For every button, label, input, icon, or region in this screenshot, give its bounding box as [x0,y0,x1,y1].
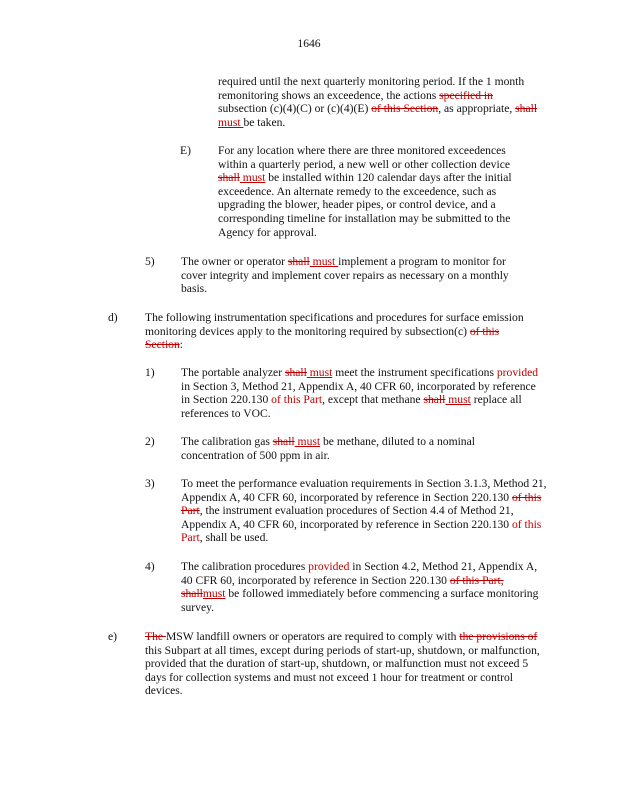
item-label-e: e) [108,630,118,643]
text-run: in Section 3, Method 21, Appendix A, 40 CFR 60, incorporated by reference in Section 220.130 [181,379,536,407]
deleted-text: the provisions of [459,630,538,643]
item-d1-text [181,366,543,420]
item-d2-text [181,435,511,462]
inserted-text: of this Part [181,517,542,545]
deleted-text: shall [181,587,203,601]
text-run: subsection (c)(4)(C) or (c)(4)(E) [218,102,372,116]
text-run: The calibration gas [181,435,273,448]
item-label-d4: 4) [145,560,155,573]
text-run: be followed immediately before commencing a surface monitoring survey. [181,587,539,614]
item-d4-text [181,560,543,614]
deleted-text: of this Part, [449,573,504,587]
text-run: The portable analyzer [181,366,285,379]
text-run: The calibration procedures [181,560,309,573]
text-run: meet the instrument specifications [332,366,497,379]
inserted-text: must [306,366,333,379]
inserted-text: must [218,115,244,129]
text-run: this Subpart at all times, except during periods of start-up, shutdown, or malfunction, provided that the duration of start-up, shutdown, or malfunction must not exceed 5 days for collection systems and must not exceed 1 hour for treatment or control devices. [145,643,540,698]
item-label-4e: E) [180,144,191,157]
deleted-text: shall [287,255,310,268]
text-run: be taken. [243,115,286,129]
text-run: MSW landfill owners or operators are required to comply with [165,630,460,643]
item-label-d3: 3) [145,477,155,490]
inserted-text: must [309,255,339,268]
deleted-text: shall [284,366,307,379]
text-run: To meet the performance evaluation requirements in Section 3.1.3, Method 21, Appendix A, 40 CFR 60, incorporated by reference in Section 220.130 [181,477,547,504]
item-5-text [181,255,525,296]
text-run: , as appropriate, [438,102,516,116]
deleted-text: of this Section [371,102,439,116]
item-label-d1: 1) [145,366,155,379]
text-run: be methane, diluted to a nominal concentration of 500 ppm in air. [181,435,475,462]
inserted-text: must [445,393,471,407]
deleted-text: shall [515,102,538,116]
item-4e-text [218,144,530,239]
text-run: in Section 4.2, Method 21, Appendix A, 40 CFR 60, incorporated by reference in Section 220.130 [181,560,538,587]
item-d3-text [181,477,547,545]
text-run: be installed within 120 calendar days after the initial exceedence. An alternate remedy to the exceedence, such as upgrading the blower, header pipes, or control device, and a corresponding timeline for installation may be submitted to the Agency for approval. [218,171,512,239]
deleted-text: shall [272,435,295,448]
inserted-text: provided [308,560,350,573]
text-run: required until the next quarterly monitoring period. If the 1 month remonitoring shows an exceedence, the actions [218,75,525,102]
subsection-4d-continuation [218,75,540,129]
page-number: 1646 [297,37,321,50]
deleted-text: The [145,630,166,643]
inserted-text: must [294,435,321,448]
deleted-text: shall [218,171,240,185]
text-run: The following instrumentation specifications and procedures for surface emission monitoring devices apply to the monitoring required by subsection(c) [145,311,524,338]
item-d-text [145,311,537,352]
text-run: For any location where there are three monitored exceedences within a quarterly period, a new well or other collection device [218,144,510,171]
inserted-text: of this Part [271,393,323,407]
deleted-text: specified in [439,88,493,102]
item-label-d2: 2) [145,435,155,448]
text-run: : [179,338,184,352]
deleted-text: of this Part [181,490,542,518]
text-run: , except that methane [322,393,424,407]
item-e-text [145,630,545,698]
deleted-text: of this Section [145,324,500,352]
inserted-text: must [239,171,266,185]
text-run: , the instrument evaluation procedures of Section 4.4 of Method 21, Appendix A, 40 CFR 60, incorporated by reference in Section 220.130 [181,504,514,531]
text-run: , shall be used. [199,531,269,545]
text-run: The owner or operator [181,255,288,268]
text-run: replace all references to VOC. [181,393,522,420]
text-run: implement a program to monitor for cover integrity and implement cover repairs as necessary on a monthly basis. [181,255,509,296]
inserted-text: must [202,587,226,601]
item-label-5: 5) [145,255,155,268]
inserted-text: provided [496,366,539,379]
item-label-d: d) [108,311,118,324]
deleted-text: shall [423,393,446,407]
